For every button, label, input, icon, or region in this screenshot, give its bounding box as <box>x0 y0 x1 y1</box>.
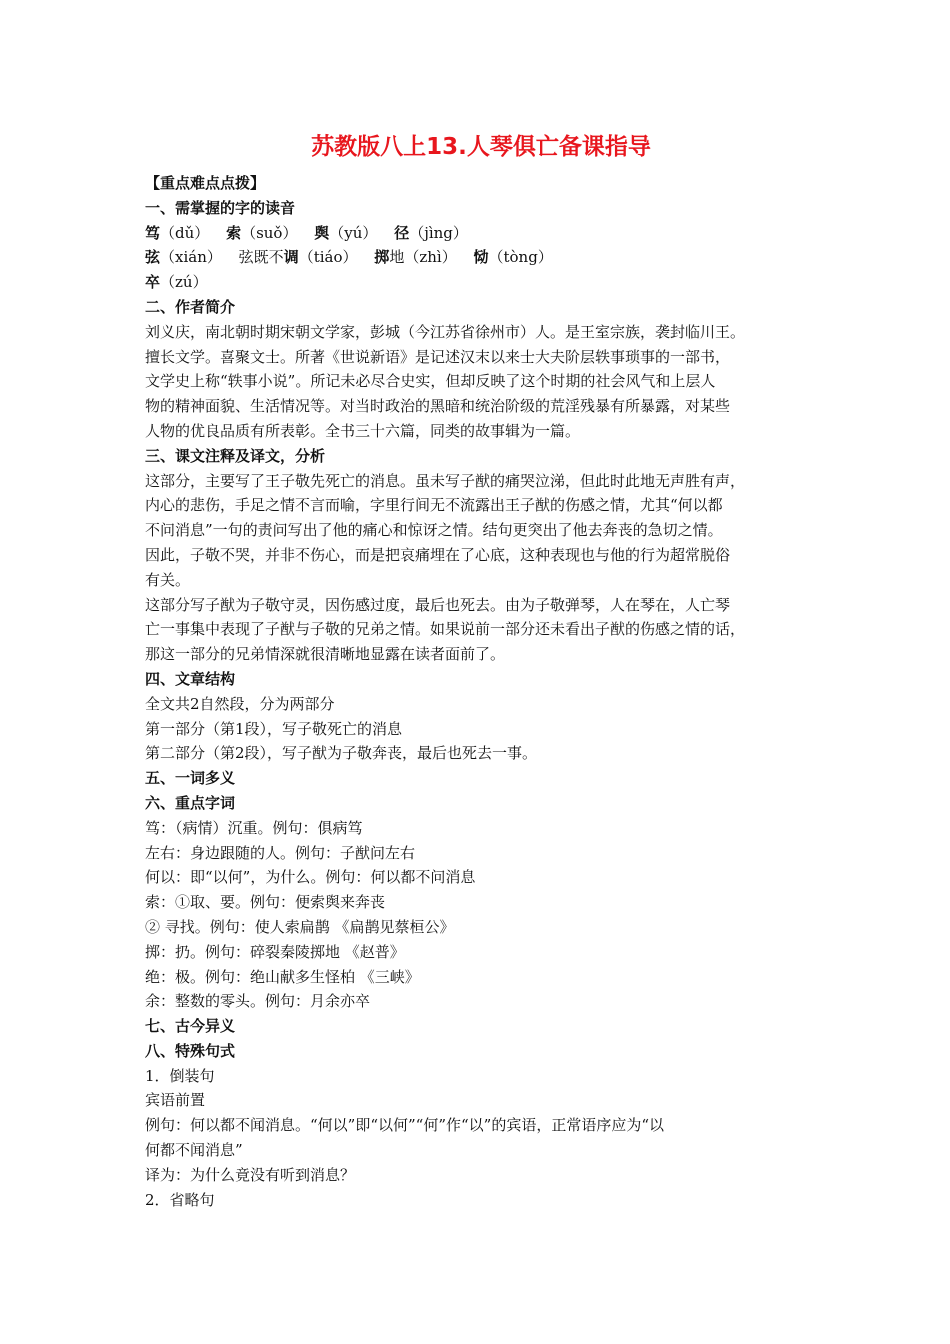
text-line: 擅长文学。喜聚文士。所著《世说新语》是记述汉末以来士大夫阶层轶事琐事的一部书， <box>145 347 731 366</box>
pronunciation-line <box>145 221 817 246</box>
list-item: 绝：极。例句：绝山献多生怪柏 《三峡》 <box>145 967 420 986</box>
word-entry: 弦（xián） <box>145 248 222 267</box>
text-line: 译为：为什么竟没有听到消息？ <box>145 1165 356 1184</box>
word-entry: 舆（yú） <box>314 223 378 242</box>
text-line: 亡一事集中表现了子猷与子敬的兄弟之情。如果说前一部分还未看出子猷的伤感之情的话， <box>145 620 746 639</box>
word-entry: 恸（tòng） <box>473 248 553 267</box>
document-page <box>145 130 817 1212</box>
section-heading-sentence-patterns: 八、特殊句式 <box>145 1041 236 1060</box>
document-title: 苏教版八上13.人琴俱亡备课指导 <box>311 134 651 160</box>
analysis-paragraphs <box>145 469 817 667</box>
list-item: 索：①取、要。例句：便索舆来奔丧 <box>145 893 386 912</box>
word-entry: 索（suǒ） <box>226 223 298 242</box>
section-heading-pronunciation: 一、需掌握的字的读音 <box>145 198 296 217</box>
text-line: 例句：何以都不闻消息。“何以”即“以何”“何”作“以”的宾语，正常语序应为“以 <box>145 1116 665 1135</box>
pronunciation-line <box>145 270 817 295</box>
text-line: 何都不闻消息” <box>145 1141 243 1160</box>
sentence-patterns-list <box>145 1064 817 1213</box>
author-paragraph <box>145 320 817 444</box>
text-line: 物的精神面貌、生活情况等。对当时政治的黑暗和统治阶级的荒淫残暴有所暴露，对某些 <box>145 397 731 416</box>
word-entry: 笃（dǔ） <box>145 223 210 242</box>
key-points-label: 【重点难点点拨】 <box>145 174 266 192</box>
text-line: 人物的优良品质有所表彰。全书三十六篇，同类的故事辑为一篇。 <box>145 421 581 440</box>
list-item: 左右：身边跟随的人。例句：子猷问左右 <box>145 843 416 862</box>
text-line: 因此，子敬不哭，并非不伤心，而是把哀痛埋在了心底，这种表现也与他的行为超常脱俗 <box>145 545 731 564</box>
section-heading-key-words: 六、重点字词 <box>145 793 236 812</box>
text-line: 那这一部分的兄弟情深就很清晰地显露在读者面前了。 <box>145 645 506 664</box>
pronunciation-line <box>145 245 817 270</box>
section-heading-analysis: 三、课文注释及译文，分析 <box>145 446 326 465</box>
word-entry: 径（jìng） <box>394 223 468 242</box>
list-item: 余：整数的零头。例句：月余亦卒 <box>145 992 371 1011</box>
structure-list <box>145 692 817 766</box>
list-item: 何以：即“以何”，为什么。例句：何以都不问消息 <box>145 868 476 887</box>
text-line: 有关。 <box>145 570 191 589</box>
text-line: 第二部分（第2段），写子猷为子敬奔丧，最后也死去一事。 <box>145 744 538 763</box>
text-line: 1．倒装句 <box>145 1066 215 1085</box>
text-line: 宾语前置 <box>145 1091 206 1110</box>
word-entry: 卒（zú） <box>145 273 208 292</box>
text-line: 第一部分（第1段），写子敬死亡的消息 <box>145 719 403 738</box>
text-line: 2．省略句 <box>145 1190 215 1209</box>
key-words-list <box>145 816 817 1014</box>
pronunciation-list <box>145 221 817 295</box>
text-line: 这部分，主要写了王子敬先死亡的消息。虽未写子猷的痛哭泣涕，但此时此地无声胜有声， <box>145 471 746 490</box>
text-line: 不问消息”一句的责问写出了他的痛心和惊讶之情。结句更突出了他去奔丧的急切之情。 <box>145 521 723 540</box>
text-line: 刘义庆，南北朝时期宋朝文学家，彭城（今江苏省徐州市）人。是王室宗族，袭封临川王。 <box>145 322 746 341</box>
text-line: 内心的悲伤，手足之情不言而喻，字里行间无不流露出王子猷的伤感之情，尤其“何以都 <box>145 496 723 515</box>
section-heading-author: 二、作者简介 <box>145 297 236 316</box>
list-item: 掷：扔。例句：碎裂秦陵掷地 《赵普》 <box>145 942 405 961</box>
section-heading-ancient-modern: 七、古今异义 <box>145 1017 236 1036</box>
text-line: 全文共2自然段，分为两部分 <box>145 694 335 713</box>
word-entry: 掷地（zhì） <box>374 248 457 267</box>
list-item: ② 寻找。例句：使人索扁鹊 《扁鹊见蔡桓公》 <box>145 917 455 936</box>
section-heading-structure: 四、文章结构 <box>145 669 236 688</box>
section-heading-polysemy: 五、一词多义 <box>145 769 236 788</box>
word-entry: 弦既不调（tiáo） <box>238 248 358 267</box>
text-line: 这部分写子猷为子敬守灵，因伤感过度，最后也死去。由为子敬弹琴，人在琴在，人亡琴 <box>145 595 731 614</box>
text-line: 文学史上称“轶事小说”。所记未必尽合史实，但却反映了这个时期的社会风气和上层人 <box>145 372 716 391</box>
list-item: 笃：（病情）沉重。例句：俱病笃 <box>145 818 363 837</box>
